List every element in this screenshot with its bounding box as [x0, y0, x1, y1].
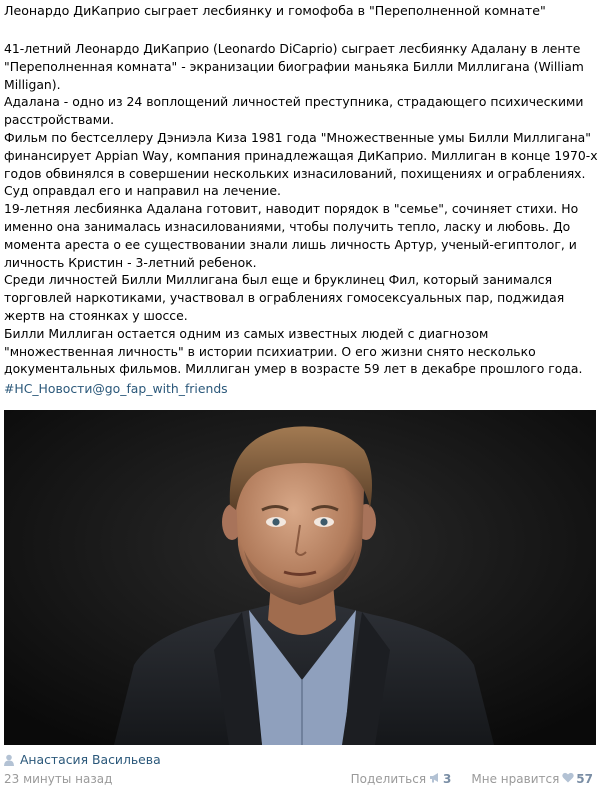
- post-photo[interactable]: [4, 410, 596, 745]
- share-count: 3: [443, 772, 452, 786]
- user-icon: [4, 754, 14, 770]
- post-paragraph: 41-летний Леонардо ДиКаприо (Leonardo DiCaprio) сыграет лесбиянку Адалану в ленте "Переполненная комната" - экранизации биографии маньяка Билли Миллигана (William Milligan).: [4, 41, 584, 92]
- like-count: 57: [576, 772, 593, 786]
- heart-icon: [562, 770, 574, 788]
- share-label: Поделиться: [350, 772, 427, 786]
- post-paragraph: Среди личностей Билли Миллигана был еще и бруклинец Фил, который занимался торговлей наркотиками, участвовал в ограблениях гомосексуальных пар, поджидая жертв на стоянках у шоссе.: [4, 272, 565, 323]
- post-time[interactable]: 23 минуты назад: [4, 772, 113, 786]
- portrait-illustration: [4, 410, 596, 745]
- post-paragraph: 19-летняя лесбиянка Адалана готовит, наводит порядок в "семье", сочиняет стихи. Но именно она занималась изнасилованиями, чтобы получить тепло, ласку и любовь. До момента ареста о ее существовании знали лишь личность Артур, ученый-египтолог, и личность Кристин - 3-летний ребенок.: [4, 201, 579, 270]
- hashtag-link[interactable]: #НС_Новости@go_fap_with_friends: [4, 381, 228, 396]
- post-paragraph: Адалана - одно из 24 воплощений личностей преступника, страдающего психическими расстройствами.: [4, 94, 584, 128]
- author-row[interactable]: [4, 752, 161, 768]
- author-name[interactable]: Анастасия Васильева: [19, 752, 161, 767]
- post-paragraph: Билли Миллиган остается одним из самых известных людей с диагнозом "множественная личность" в истории психиатрии. О его жизни снято несколько документальных фильмов. Миллиган умер в возрасте 59 лет в декабре прошлого года.: [4, 325, 583, 377]
- post-actions: [351, 770, 593, 788]
- like-label: Мне нравится: [471, 772, 560, 786]
- post-paragraph: Фильм по бестселлеру Дэниэла Киза 1981 года "Множественные умы Билли Миллигана" финансирует Appian Way, компания принадлежащая ДиКаприо. Миллиган в конце 1970-х годов обвинялся в совершении нескольких изнасилований, похищениях и ограблениях. Суд оправдал его и направил на лечение.: [4, 129, 598, 199]
- share-button[interactable]: [351, 770, 452, 788]
- post-title: Леонардо ДиКаприо сыграет лесбиянку и гомофоба в "Переполненной комнате": [4, 3, 546, 18]
- like-button[interactable]: [471, 770, 593, 788]
- post-body: [4, 40, 598, 378]
- megaphone-icon: [429, 770, 441, 788]
